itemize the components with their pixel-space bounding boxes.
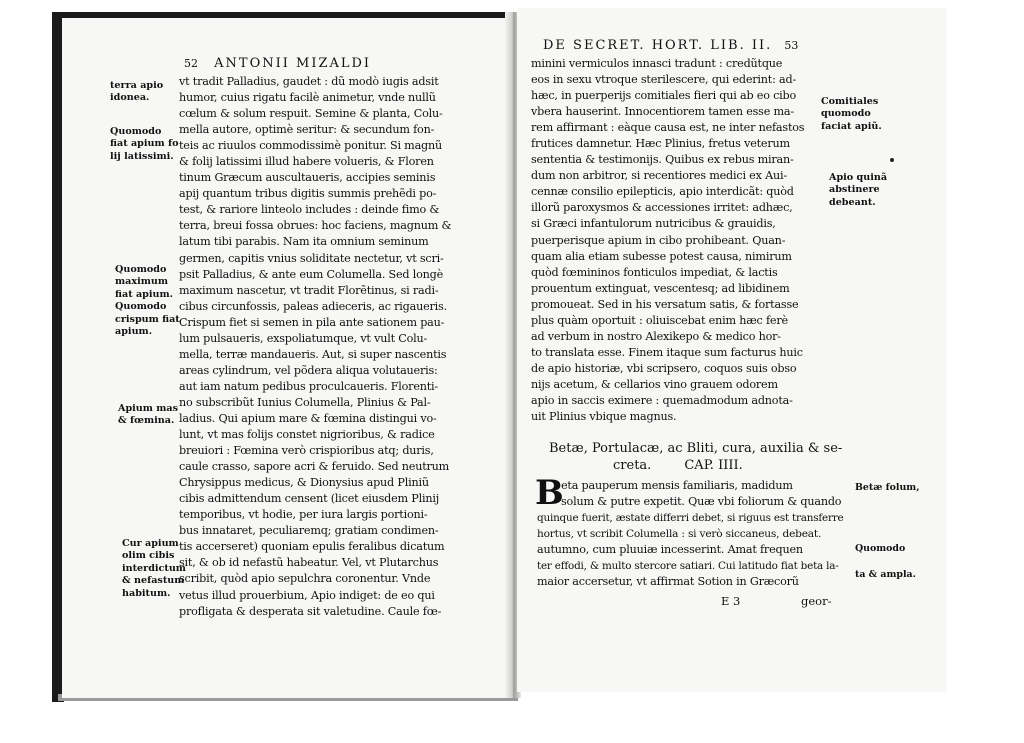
marginal-note: Apium mas & fœmina. (118, 403, 179, 427)
text-line: cœlum & solum respuit. Semine & planta, Colu- (179, 107, 443, 121)
left-running-head (184, 56, 371, 71)
marginal-note: Quomodo maximum fiat apium. Quomodo crispum fiat apium. (115, 264, 180, 338)
text-line: teis ac riuulos commodissimè ponitur. Si magnũ (179, 139, 443, 153)
text-line: rem affirmant : eàque causa est, ne inter nefastos (531, 121, 805, 135)
text-line: ter effodi, & multo stercore satiari. Cui latitudo fiat beta la- (537, 560, 839, 573)
text-line: frutices damnetur. Hæc Plinius, fretus veterum (531, 137, 790, 151)
text-line: test, & rariore linteolo includes : deinde fimo & (179, 203, 440, 217)
text-line: autumno, cum pluuiæ incesserint. Amat frequen (537, 543, 803, 557)
text-line: vt tradit Palladius, gaudet : dũ modò iugis adsit (179, 75, 439, 88)
text-line: apij quantum tribus digitis summis prehẽdi po- (179, 187, 437, 201)
catchword: geor- (801, 594, 832, 608)
text-line: & folij latissimi illud habere volueris, & Floren (179, 155, 434, 169)
text-line: minini vermiculos innasci tradunt : credũtque (531, 57, 783, 70)
text-line: Crispum fiet si semen in pila ante sationem pau- (179, 315, 445, 329)
text-line: puerperisque apium in cibo prohibeant. Quan- (531, 233, 786, 247)
chapter-body-text (531, 473, 844, 590)
text-line: eta pauperum mensis familiaris, madidum (561, 479, 793, 492)
text-line: dum non arbitror, si recentiores medici ex Aui- (531, 169, 787, 183)
marginal-note: Cur apium olim cibis interdictum & nefastum habitum. (122, 538, 186, 599)
left-running-title: ANTONII MIZALDI (214, 56, 372, 71)
text-line: mella autore, optimè seritur: & secundum fon- (179, 123, 435, 137)
text-line: hæc, in puerperijs comitiales fieri qui ab eo cibo (531, 89, 797, 103)
text-line: vetus illud prouerbium, Apio indiget: de eo qui (179, 588, 435, 602)
text-line: de apio historiæ, vbi scripsero, coquos suis obso (531, 361, 797, 375)
drop-cap: B (535, 473, 564, 513)
text-line: to translata esse. Finem itaque sum facturus huic (531, 345, 803, 359)
text-line: ladius. Qui apium mare & fœmina distingui vo- (179, 411, 437, 425)
text-line: apio in saccis eximere : quemadmodum adnota- (531, 393, 793, 407)
text-line: caule crasso, sapore acri & feruido. Sed neutrum (179, 460, 450, 474)
text-line: latum tibi parabis. Nam ita omnium seminum (179, 235, 429, 249)
right-folio: 53 (784, 39, 799, 52)
catchword (179, 620, 543, 636)
text-line: temporibus, vt hodie, per iura largis portioni- (179, 508, 428, 522)
text-line: solum & putre expetit. Quæ vbi foliorum & quando (561, 495, 842, 509)
text-line: hortus, vt scribit Columella : si verò siccaneus, debeat. (537, 528, 822, 541)
text-line: psit Palladius, & ante eum Columella. Sed longè (179, 267, 444, 281)
text-line: prouentum extinguat, vescentesq; ad libidinem (531, 281, 790, 295)
text-line: sententia & testimonijs. Quibus ex rebus miran- (531, 153, 794, 167)
text-line: quinque fuerit, æstate differri debet, si riguus est transferre (537, 512, 844, 525)
left-page (62, 18, 509, 698)
text-line: profligata & desperata sit valetudine. Caule fœ- (179, 604, 442, 618)
text-line: tinum Græcum auscultaueris, accipies seminis (179, 171, 436, 185)
text-line: maximum nascetur, vt tradit Florẽtinus, si radi- (179, 283, 439, 297)
marginal-note: Apio quinã abstinere debeant. (829, 172, 888, 208)
right-running-head (543, 38, 798, 53)
chapter-marginal-note: Betæ folum, Quomodo ta & ampla. (855, 482, 920, 580)
text-line: cibus circunfossis, paleas adieceris, ac rigaueris. (179, 299, 447, 313)
left-folio: 52 (184, 57, 198, 70)
text-line: lunt, vt mas folijs constet nigrioribus, & radice (179, 428, 435, 442)
chapter-title: Betæ, Portulacæ, ac Bliti, cura, auxilia & se- creta. CAP. IIII. (549, 441, 843, 473)
text-line: germen, capitis vnius soliditate nectetur, vt scri- (179, 251, 444, 265)
ink-speck (890, 158, 894, 162)
text-line: plus quàm oportuit : oliuiscebat enim hæc ferè (531, 313, 788, 327)
marginal-note: Comitiales quomodo faciat apiũ. (821, 96, 882, 132)
signature-mark: E 3 (721, 594, 741, 608)
text-line: cennæ consilio epilepticis, apio interdicãt: quòd (531, 185, 794, 199)
text-line: bus innataret, peculiaremq; gratiam condimen- (179, 524, 439, 538)
text-line: Chrysippus medicus, & Dionysius apud Pliniũ (179, 476, 429, 490)
text-line: scribit, quòd apio sepulchra coronentur. Vnde (179, 572, 431, 586)
text-line: ad verbum in nostro Alexikepo & medico hor- (531, 329, 781, 343)
text-line: lum pulsaueris, exspoliatumque, vt vult Colu- (179, 331, 428, 345)
text-line: si Græci infantulorum nutricibus & grauidis, (531, 217, 776, 231)
text-line: aut iam natum pedibus proculcaueris. Florenti- (179, 379, 439, 393)
text-line: maior accersetur, vt affirmat Sotion in Græcorũ (537, 575, 799, 589)
text-line: eos in sexu vtroque sterilescere, qui ederint: ad- (531, 73, 797, 87)
text-line: quam alia etiam subesse potest causa, nimirum (531, 249, 792, 263)
right-page (517, 8, 947, 692)
right-running-title: DE SECRET. HORT. LIB. II. (543, 38, 773, 53)
text-line: cibis admittendum censent (licet eiusdem Plinij (179, 492, 440, 506)
text-line: tis accerseret) quoniam epulis feralibus dicatum (179, 540, 445, 554)
text-line: humor, cuius rigatu facilè animetur, vnde nullũ (179, 91, 436, 105)
text-line: breuiori : Fœmina verò crispioribus atq; duris, (179, 444, 434, 458)
text-line: promoueat. Sed in his versatum satis, & fortasse (531, 297, 799, 311)
text-line: vbera hauserint. Innocentiorem tamen esse ma- (531, 105, 794, 119)
text-line: illorũ paroxysmos & accessiones irritet: adhæc, (531, 201, 793, 215)
text-line: mella, terræ mandaueris. Aut, si super nascentis (179, 347, 447, 361)
text-line: uit Plinius vbique magnus. (531, 410, 677, 424)
text-line: sit, & ob id nefastũ habeatur. Vel, vt Plutarchus (179, 556, 439, 570)
text-line: nijs acetum, & cellarios vino grauem odorem (531, 377, 778, 391)
text-line: quòd fœmininos fonticulos impediat, & lactis (531, 265, 778, 279)
right-body-text (531, 56, 804, 425)
text-line: areas cylindrum, vel põdera aliqua volutaueris: (179, 363, 438, 377)
text-line: no subscribũt Iunius Columella, Plinius & Pal- (179, 395, 431, 409)
marginal-note: Quomodo fiat apium fo lij latissimi. (110, 126, 179, 162)
left-body-text (179, 74, 543, 636)
text-line: terra, breui fossa obrues: hoc faciens, magnum & (179, 219, 452, 233)
marginal-note: terra apio idonea. (110, 80, 164, 104)
